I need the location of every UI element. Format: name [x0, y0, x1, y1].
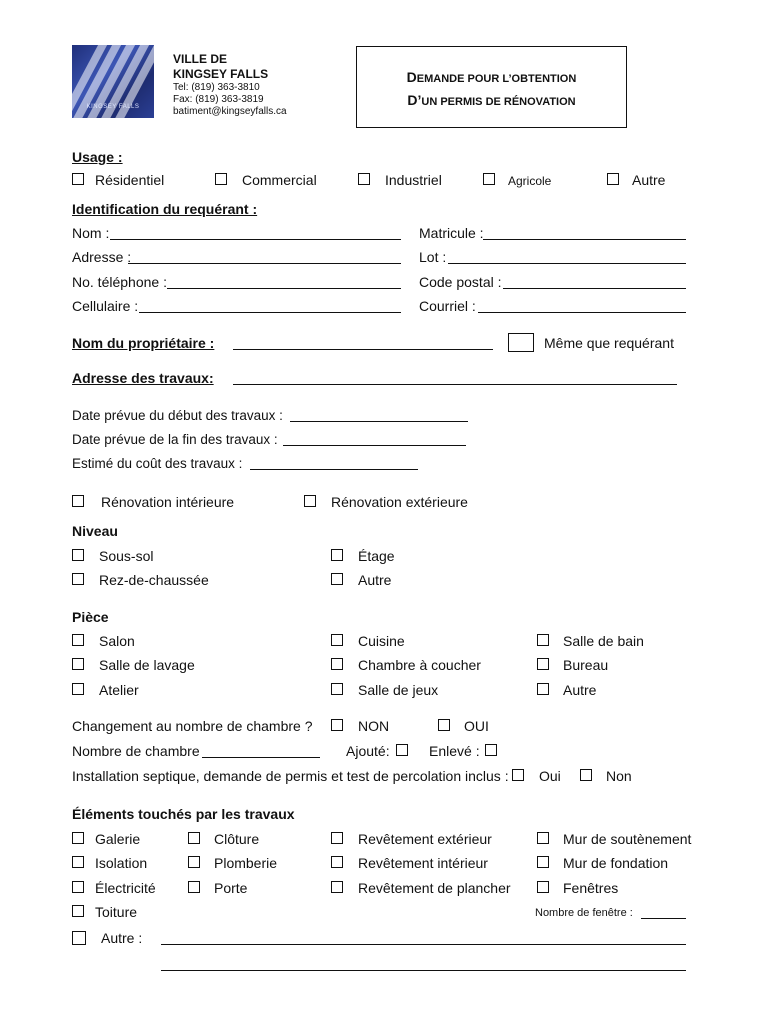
niveau-etage-checkbox[interactable]	[331, 549, 343, 561]
element-revetement-plancher-label: Revêtement de plancher	[358, 880, 511, 896]
piece-salle-lavage-label: Salle de lavage	[99, 657, 195, 673]
piece-salle-de-bain-label: Salle de bain	[563, 633, 644, 649]
reno-exterieure-label: Rénovation extérieure	[331, 494, 468, 510]
date-fin-label: Date prévue de la fin des travaux :	[72, 432, 278, 447]
element-fenetres-label: Fenêtres	[563, 880, 619, 896]
element-mur-soutenement-checkbox[interactable]	[537, 832, 549, 844]
usage-autre-checkbox[interactable]	[607, 173, 619, 185]
usage-residentiel-checkbox[interactable]	[72, 173, 84, 185]
element-isolation-checkbox[interactable]	[72, 856, 84, 868]
niveau-heading: Niveau	[72, 523, 118, 539]
date-debut-label: Date prévue du début des travaux :	[72, 408, 283, 423]
element-revetement-plancher-checkbox[interactable]	[331, 881, 343, 893]
enleve-label: Enlevé :	[429, 743, 480, 759]
cellulaire-field[interactable]	[139, 312, 401, 313]
usage-commercial-checkbox[interactable]	[215, 173, 227, 185]
usage-residentiel-label: Résidentiel	[95, 172, 165, 188]
form-title-line2: D’UN PERMIS DE RÉNOVATION	[407, 92, 576, 108]
courriel-field[interactable]	[478, 312, 686, 313]
element-fenetres-checkbox[interactable]	[537, 881, 549, 893]
matricule-label: Matricule :	[419, 225, 484, 241]
niveau-autre-label: Autre	[358, 572, 392, 588]
date-debut-field[interactable]	[290, 421, 468, 422]
piece-cuisine-checkbox[interactable]	[331, 634, 343, 646]
city-name-line2: KINGSEY FALLS	[173, 67, 269, 81]
element-porte-checkbox[interactable]	[188, 881, 200, 893]
enleve-checkbox[interactable]	[485, 744, 497, 756]
element-plomberie-label: Plomberie	[214, 855, 278, 871]
changement-oui-checkbox[interactable]	[438, 719, 450, 731]
form-title-line1: DEMANDE POUR L’OBTENTION	[406, 69, 577, 85]
header-fax: Fax: (819) 363-3819	[173, 94, 264, 105]
element-mur-soutenement-label: Mur de soutènement	[563, 831, 692, 847]
header-email: batiment@kingseyfalls.ca	[173, 106, 287, 117]
estime-label: Estimé du coût des travaux :	[72, 456, 243, 471]
meme-que-requerant-label: Même que requérant	[544, 335, 674, 351]
septique-non-checkbox[interactable]	[580, 769, 592, 781]
piece-salon-label: Salon	[99, 633, 135, 649]
element-toiture-checkbox[interactable]	[72, 905, 84, 917]
piece-salon-checkbox[interactable]	[72, 634, 84, 646]
lot-label: Lot :	[419, 249, 447, 265]
niveau-sous-sol-checkbox[interactable]	[72, 549, 84, 561]
ajoute-checkbox[interactable]	[396, 744, 408, 756]
element-porte-label: Porte	[214, 880, 248, 896]
piece-autre-checkbox[interactable]	[537, 683, 549, 695]
piece-bureau-checkbox[interactable]	[537, 658, 549, 670]
reno-interieure-label: Rénovation intérieure	[101, 494, 235, 510]
septique-oui-label: Oui	[539, 768, 561, 784]
telephone-field[interactable]	[167, 288, 401, 289]
element-toiture-label: Toiture	[95, 904, 138, 920]
septique-oui-checkbox[interactable]	[512, 769, 524, 781]
proprietaire-field[interactable]	[233, 349, 493, 350]
adresse-label: Adresse :	[72, 249, 132, 265]
matricule-field[interactable]	[483, 239, 686, 240]
adresse-travaux-heading: Adresse des travaux:	[72, 370, 214, 386]
element-autre-field-1[interactable]	[161, 944, 686, 945]
element-revetement-ext-checkbox[interactable]	[331, 832, 343, 844]
element-isolation-label: Isolation	[95, 855, 148, 871]
septique-non-label: Non	[606, 768, 632, 784]
element-electricite-label: Électricité	[95, 880, 156, 896]
usage-industriel-checkbox[interactable]	[358, 173, 370, 185]
city-name-line1: VILLE DE	[173, 52, 228, 66]
code-postal-label: Code postal :	[419, 274, 502, 290]
niveau-rdc-checkbox[interactable]	[72, 573, 84, 585]
piece-chambre-label: Chambre à coucher	[358, 657, 481, 673]
usage-industriel-label: Industriel	[385, 172, 442, 188]
element-autre-label: Autre :	[101, 930, 143, 946]
nom-label: Nom :	[72, 225, 110, 241]
changement-non-checkbox[interactable]	[331, 719, 343, 731]
reno-interieure-checkbox[interactable]	[72, 495, 84, 507]
elements-heading: Éléments touchés par les travaux	[72, 806, 295, 822]
element-autre-field-2[interactable]	[161, 970, 686, 971]
proprietaire-heading: Nom du propriétaire :	[72, 335, 215, 351]
element-autre-checkbox[interactable]	[72, 931, 86, 945]
estime-field[interactable]	[250, 469, 418, 470]
element-plomberie-checkbox[interactable]	[188, 856, 200, 868]
usage-commercial-label: Commercial	[242, 172, 317, 188]
nombre-chambre-label: Nombre de chambre	[72, 743, 200, 759]
telephone-label: No. téléphone :	[72, 274, 167, 290]
changement-oui-label: OUI	[464, 718, 489, 734]
element-galerie-checkbox[interactable]	[72, 832, 84, 844]
element-revetement-int-label: Revêtement intérieur	[358, 855, 488, 871]
reno-exterieure-checkbox[interactable]	[304, 495, 316, 507]
municipality-logo	[72, 45, 154, 118]
element-mur-fondation-label: Mur de fondation	[563, 855, 669, 871]
niveau-etage-label: Étage	[358, 548, 395, 564]
element-cloture-checkbox[interactable]	[188, 832, 200, 844]
niveau-autre-checkbox[interactable]	[331, 573, 343, 585]
piece-salle-lavage-checkbox[interactable]	[72, 658, 84, 670]
piece-atelier-label: Atelier	[99, 682, 139, 698]
header-tel: Tel: (819) 363-3810	[173, 82, 260, 93]
adresse-travaux-field[interactable]	[233, 384, 677, 385]
lot-field[interactable]	[448, 263, 686, 264]
logo-text: KINGSEY FALLS	[86, 104, 140, 110]
meme-que-requerant-checkbox[interactable]	[508, 333, 534, 352]
courriel-label: Courriel :	[419, 298, 476, 314]
usage-agricole-checkbox[interactable]	[483, 173, 495, 185]
septique-label: Installation septique, demande de permis et test de percolation inclus :	[72, 768, 509, 784]
nombre-fenetre-field[interactable]	[641, 918, 686, 919]
nom-field[interactable]	[110, 239, 401, 240]
code-postal-field[interactable]	[503, 288, 686, 289]
adresse-field[interactable]	[128, 263, 401, 264]
requerant-heading: Identification du requérant :	[72, 201, 258, 217]
piece-bureau-label: Bureau	[563, 657, 609, 673]
element-cloture-label: Clôture	[214, 831, 260, 847]
piece-chambre-checkbox[interactable]	[331, 658, 343, 670]
piece-autre-label: Autre	[563, 682, 597, 698]
form-title-box	[356, 46, 627, 128]
changement-chambre-label: Changement au nombre de chambre ?	[72, 718, 313, 734]
piece-salle-jeux-label: Salle de jeux	[358, 682, 439, 698]
nombre-chambre-field[interactable]	[202, 757, 320, 758]
niveau-rdc-label: Rez-de-chaussée	[99, 572, 209, 588]
piece-salle-jeux-checkbox[interactable]	[331, 683, 343, 695]
element-galerie-label: Galerie	[95, 831, 141, 847]
usage-agricole-label: Agricole	[508, 174, 552, 188]
element-electricite-checkbox[interactable]	[72, 881, 84, 893]
changement-non-label: NON	[358, 718, 390, 734]
piece-cuisine-label: Cuisine	[358, 633, 405, 649]
nombre-fenetre-label: Nombre de fenêtre :	[535, 907, 633, 919]
piece-heading: Pièce	[72, 609, 109, 625]
element-revetement-ext-label: Revêtement extérieur	[358, 831, 492, 847]
element-revetement-int-checkbox[interactable]	[331, 856, 343, 868]
piece-atelier-checkbox[interactable]	[72, 683, 84, 695]
usage-autre-label: Autre	[632, 172, 666, 188]
piece-salle-de-bain-checkbox[interactable]	[537, 634, 549, 646]
element-mur-fondation-checkbox[interactable]	[537, 856, 549, 868]
ajoute-label: Ajouté:	[346, 743, 390, 759]
usage-heading: Usage :	[72, 149, 123, 165]
niveau-sous-sol-label: Sous-sol	[99, 548, 154, 564]
date-fin-field[interactable]	[283, 445, 466, 446]
cellulaire-label: Cellulaire :	[72, 298, 139, 314]
